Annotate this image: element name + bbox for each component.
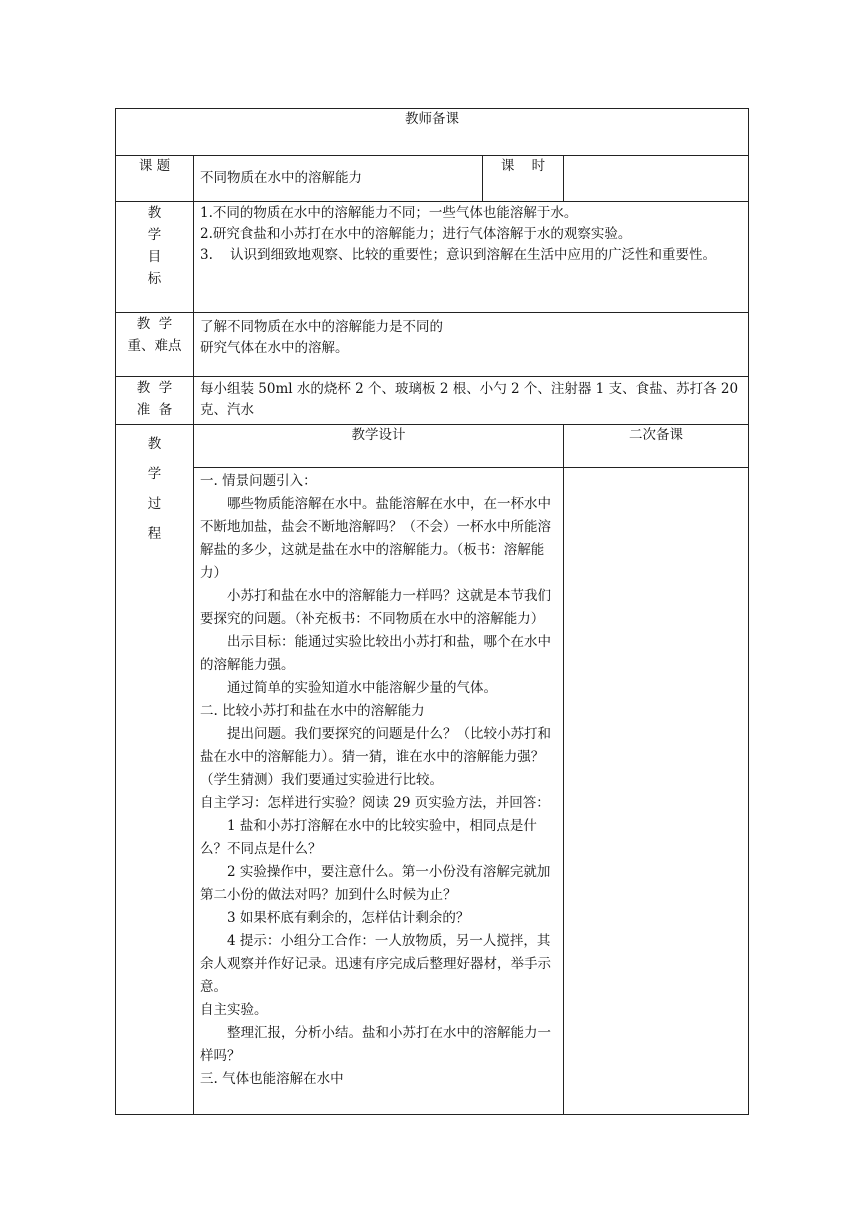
process-header-row xyxy=(116,425,749,468)
design-paragraph: 提出问题。我们要探究的问题是什么？（比较小苏打和盐在水中的溶解能力）。猜一猜，谁在水中的溶解能力强？（学生猜测）我们要通过实验进行比较。 xyxy=(200,726,551,788)
key-point-item: 研究气体在水中的溶解。 xyxy=(200,340,349,356)
design-paragraph: 4 提示：小组分工合作：一人放物质，另一人搅拌，其余人观察并作好记录。迅速有序完成后整理好器材，举手示意。 xyxy=(200,933,551,995)
objective-item: 2.研究食盐和小苏打在水中的溶解能力；进行气体溶解于水的观察实验。 xyxy=(200,226,632,242)
topic-value: 不同物质在水中的溶解能力 xyxy=(194,156,483,202)
objectives-label-char: 标 xyxy=(147,271,162,287)
objectives-label-char: 学 xyxy=(147,227,162,243)
lesson-plan-table xyxy=(115,108,749,1115)
objective-item: 1.不同的物质在水中的溶解能力不同；一些气体也能溶解于水。 xyxy=(200,205,578,221)
objective-item: 3. 认识到细致地观察、比较的重要性；意识到溶解在生活中应用的广泛性和重要性。 xyxy=(200,247,717,263)
preparation-row xyxy=(116,377,749,425)
design-paragraph: 2 实验操作中，要注意什么。第一小份没有溶解完就加第二小份的做法对吗？加到什么时候为止？ xyxy=(200,864,551,903)
process-label-char: 教 xyxy=(147,436,162,452)
process-content-row xyxy=(116,468,749,1115)
objectives-label-char: 目 xyxy=(147,249,162,265)
preparation-content: 每小组装 50ml 水的烧杯 2 个、玻璃板 2 根、小勺 2 个、注射器 1 支、食盐、苏打各 20 克、汽水 xyxy=(194,377,749,425)
objectives-row xyxy=(116,202,749,313)
objectives-content xyxy=(194,202,749,313)
design-paragraph: 自主学习：怎样进行实验？阅读 29 页实验方法，并回答： xyxy=(200,795,550,811)
design-paragraph: 通过简单的实验知道水中能溶解少量的气体。 xyxy=(227,680,497,696)
design-paragraph: 哪些物质能溶解在水中。盐能溶解在水中，在一杯水中不断地加盐，盐会不断地溶解吗？（不会）一杯水中所能溶解盐的多少，这就是盐在水中的溶解能力。（板书：溶解能力） xyxy=(200,496,551,581)
period-value xyxy=(564,156,749,202)
process-label-char: 学 xyxy=(147,466,162,482)
topic-row xyxy=(116,156,749,202)
topic-label: 课 题 xyxy=(116,156,194,202)
design-paragraph: 整理汇报，分析小结。盐和小苏打在水中的溶解能力一样吗？ xyxy=(200,1025,551,1064)
design-paragraph: 二. 比较小苏打和盐在水中的溶解能力 xyxy=(200,703,425,719)
design-paragraph: 三. 气体也能溶解在水中 xyxy=(200,1071,344,1087)
objectives-label-char: 教 xyxy=(147,205,162,221)
design-paragraph: 自主实验。 xyxy=(200,1002,268,1018)
key-points-label-line: 教 学 xyxy=(136,316,173,332)
process-label-char: 过 xyxy=(147,496,162,512)
process-label xyxy=(116,425,194,1115)
process-label-char: 程 xyxy=(147,526,162,542)
preparation-label-line: 准 备 xyxy=(136,402,173,418)
objectives-label xyxy=(116,202,194,313)
page-title: 教师备课 xyxy=(116,109,749,156)
second-prep-header: 二次备课 xyxy=(564,425,749,468)
design-paragraph: 小苏打和盐在水中的溶解能力一样吗？这就是本节我们要探究的问题。（补充板书：不同物质在水中的溶解能力） xyxy=(200,588,551,627)
key-points-label xyxy=(116,313,194,377)
key-point-item: 了解不同物质在水中的溶解能力是不同的 xyxy=(200,319,443,335)
design-paragraph: 一. 情景问题引入： xyxy=(200,473,317,489)
second-prep-content xyxy=(564,468,749,1115)
key-points-content xyxy=(194,313,749,377)
design-paragraph: 出示目标：能通过实验比较出小苏打和盐，哪个在水中的溶解能力强。 xyxy=(200,634,551,673)
design-content xyxy=(194,468,564,1115)
key-points-label-line: 重、难点 xyxy=(127,338,182,354)
title-row xyxy=(116,109,749,156)
design-header: 教学设计 xyxy=(194,425,564,468)
key-points-row xyxy=(116,313,749,377)
preparation-label-line: 教 学 xyxy=(136,380,173,396)
period-label: 课 时 xyxy=(483,156,564,202)
design-paragraph: 1 盐和小苏打溶解在水中的比较实验中，相同点是什么？不同点是什么？ xyxy=(200,818,537,857)
preparation-label xyxy=(116,377,194,425)
design-paragraph: 3 如果杯底有剩余的，怎样估计剩余的？ xyxy=(227,910,470,926)
